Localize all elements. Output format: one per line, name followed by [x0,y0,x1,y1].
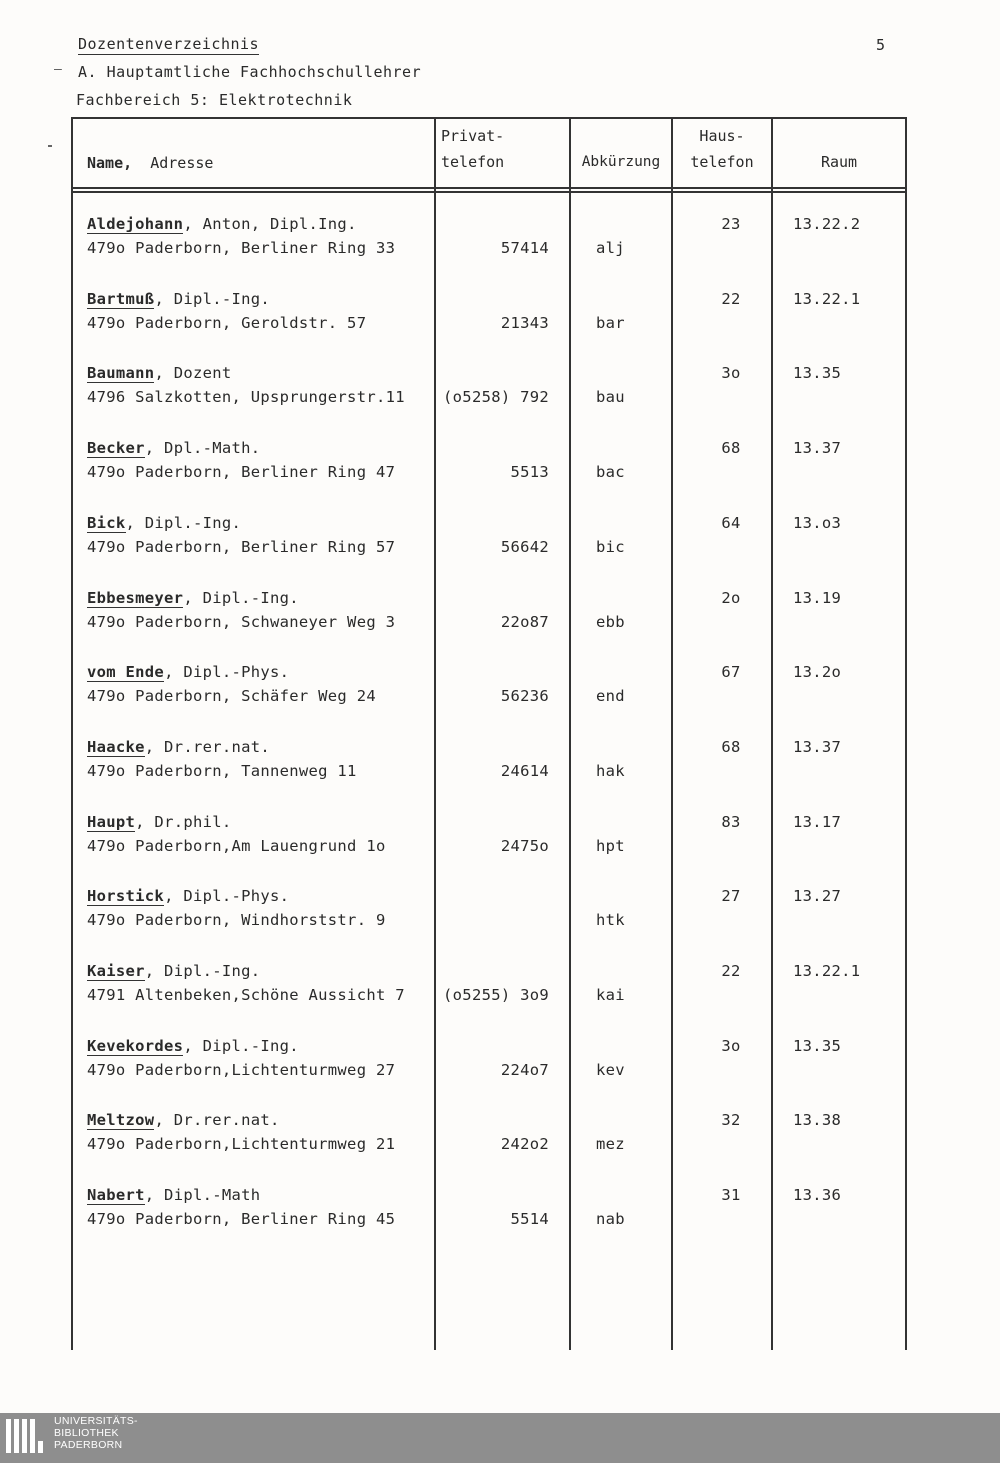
entry-abbreviation: nab [596,1210,625,1229]
entry-private-phone: 242o2 [500,1135,549,1154]
table-row [71,962,907,1036]
library-footer [0,1413,1000,1463]
faculty-table [71,117,907,1350]
entry-name [87,1111,280,1129]
table-row [71,589,907,663]
entry-private-phone: 57414 [500,239,549,257]
table-row [71,215,907,289]
entry-private-phone: 5513 [510,463,549,482]
entry-address: 479o Paderborn,Lichtenturmweg 27 [87,1060,396,1079]
margin-mark: – [54,62,62,77]
entry-address: 479o Paderborn, Berliner Ring 45 [87,1210,396,1229]
entry-abbreviation: alj [596,239,625,257]
table-row [71,1186,907,1260]
entry-title: , Dipl.-Math [144,1186,261,1205]
entry-surname: Kaiser [87,962,145,980]
table-row [71,439,907,513]
entry-address: 479o Paderborn, Schäfer Weg 24 [87,687,376,706]
entry-name [87,738,270,756]
entry-surname: vom Ende [87,663,165,682]
entry-private-phone: 56236 [500,687,549,706]
entry-title: , Dr.rer.nat. [144,737,271,756]
entry-house-phone: 23 [721,215,741,233]
entry-surname: Meltzow [87,1111,155,1130]
entry-surname: Haupt [87,812,136,831]
entry-house-phone: 3o [721,1036,741,1055]
entry-title: , Dipl.-Ing. [144,962,261,980]
table-row [71,1111,907,1185]
entry-name [87,215,357,233]
entry-title: , Dozent [154,364,232,383]
entry-name [87,290,270,308]
entry-abbreviation: hpt [596,836,625,855]
entry-address: 479o Paderborn, Berliner Ring 57 [87,537,396,556]
table-row [71,738,907,812]
entry-surname: Haacke [87,737,145,756]
entry-name [87,887,289,905]
entry-title: , Dr.phil. [135,812,232,831]
entry-abbreviation: hak [596,761,625,780]
entry-house-phone: 2o [721,588,741,607]
entry-name [87,589,299,607]
entry-name [87,439,260,457]
entry-room: 13.35 [793,1036,842,1055]
entry-private-phone: 22o87 [500,612,549,631]
entry-room: 13.37 [793,737,842,756]
column-header-abk: Abkürzung [581,154,661,170]
column-header-raum: Raum [820,153,858,171]
section-subtitle: A. Hauptamtliche Fachhochschullehrer [78,63,422,81]
entry-name [87,514,241,532]
margin-dot [48,145,52,147]
library-logo-text: UNIVERSITÄTS- BIBLIOTHEK PADERBORN [54,1415,138,1451]
entry-abbreviation: kev [596,1060,625,1079]
entry-surname: Becker [87,439,145,458]
entry-title: , Dipl.-Ing. [125,513,242,532]
library-logo-icon [6,1419,44,1457]
entry-surname: Baumann [87,364,155,383]
entry-abbreviation: bic [596,537,625,556]
entry-room: 13.22.2 [793,215,861,233]
entry-room: 13.22.1 [793,962,861,980]
page-number: 5 [876,36,886,54]
table-top-border [71,117,907,119]
entry-house-phone: 68 [721,439,741,458]
entry-room: 13.35 [793,364,842,383]
entry-house-phone: 64 [721,513,741,532]
entry-title: , Anton, Dipl.Ing. [183,215,357,233]
entry-private-phone: 56642 [500,537,549,556]
header-separator-double [71,191,907,193]
entry-room: 13.2o [793,663,842,682]
entry-house-phone: 3o [721,364,741,383]
entry-private-phone: 21343 [500,313,549,332]
entry-name [87,813,232,831]
entry-surname: Ebbesmeyer [87,588,184,607]
entry-surname: Kevekordes [87,1036,184,1055]
entry-private-phone: (o5258) 792 [443,388,549,407]
entry-address: 479o Paderborn, Geroldstr. 57 [87,313,367,332]
entry-address: 479o Paderborn, Windhorststr. 9 [87,911,386,930]
entry-surname: Bartmuß [87,289,155,308]
entry-room: 13.36 [793,1186,842,1205]
department-label: Fachbereich 5: Elektrotechnik [76,91,353,109]
entry-room: 13.37 [793,439,842,458]
entry-surname: Aldejohann [87,215,184,233]
page-title: Dozentenverzeichnis [78,35,260,53]
entry-title: , Dipl.-Phys. [164,887,290,906]
header-separator [71,187,907,189]
entry-abbreviation: ebb [596,612,625,631]
entry-surname: Nabert [87,1186,145,1205]
entry-surname: Horstick [87,887,165,906]
entry-name [87,663,289,681]
entry-room: 13.38 [793,1111,842,1130]
entry-house-phone: 27 [721,887,741,906]
entry-title: , Dipl.-Ing. [154,289,271,308]
entry-name [87,962,260,980]
entry-abbreviation: mez [596,1135,625,1154]
entry-surname: Bick [87,513,126,532]
table-row [71,1037,907,1111]
entry-address: 479o Paderborn, Berliner Ring 33 [87,239,396,257]
entry-private-phone: 5514 [510,1210,549,1229]
entry-name [87,1037,299,1055]
entry-address: 479o Paderborn,Lichtenturmweg 21 [87,1135,396,1154]
table-row [71,663,907,737]
entry-address: 479o Paderborn, Berliner Ring 47 [87,463,396,482]
entry-house-phone: 31 [721,1186,741,1205]
entry-address: 479o Paderborn, Tannenweg 11 [87,761,357,780]
entry-title: , Dpl.-Math. [144,439,261,458]
column-header-privat: Privat- telefon [441,127,505,171]
entry-abbreviation: bac [596,463,625,482]
entry-address: 4796 Salzkotten, Upsprungerstr.11 [87,388,405,407]
entry-private-phone: 2475o [500,836,549,855]
entry-room: 13.19 [793,588,842,607]
entry-abbreviation: kai [596,986,625,1004]
entry-title: , Dr.rer.nat. [154,1111,280,1130]
table-row [71,290,907,364]
entry-address: 479o Paderborn,Am Lauengrund 1o [87,836,386,855]
entry-house-phone: 83 [721,812,741,831]
table-row [71,887,907,961]
entry-room: 13.22.1 [793,289,861,308]
table-row [71,514,907,588]
table-row [71,364,907,438]
entry-house-phone: 67 [721,663,741,682]
entry-title: , Dipl.-Ing. [183,588,299,607]
entry-private-phone: 224o7 [500,1060,549,1079]
entry-house-phone: 22 [721,289,741,308]
entry-room: 13.o3 [793,513,842,532]
column-header-haus: Haus- telefon [690,127,754,171]
entry-title: , Dipl.-Phys. [164,663,290,682]
entry-address: 479o Paderborn, Schwaneyer Weg 3 [87,612,396,631]
entry-abbreviation: end [596,687,625,706]
entry-abbreviation: bar [596,313,625,332]
entry-house-phone: 22 [721,962,741,980]
entry-room: 13.17 [793,812,842,831]
entry-abbreviation: bau [596,388,625,407]
entry-address: 4791 Altenbeken,Schöne Aussicht 7 [87,986,405,1004]
entry-name [87,1186,260,1204]
entry-room: 13.27 [793,887,842,906]
entry-house-phone: 32 [721,1111,741,1130]
entry-title: , Dipl.-Ing. [183,1036,299,1055]
column-header-name: Name, Adresse [87,154,214,172]
entry-private-phone: (o5255) 3o9 [443,986,549,1004]
entry-name [87,364,232,382]
entry-house-phone: 68 [721,737,741,756]
table-row [71,813,907,887]
entry-private-phone: 24614 [500,761,549,780]
entry-abbreviation: htk [596,911,625,930]
